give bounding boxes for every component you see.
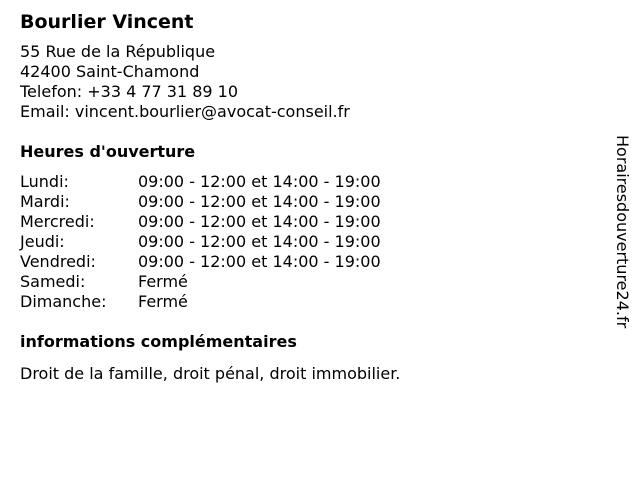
hours-row-sunday xyxy=(20,292,590,312)
hours-time: 09:00 - 12:00 et 14:00 - 19:00 xyxy=(138,232,381,251)
address-street: 55 Rue de la République xyxy=(20,42,216,61)
hours-row-saturday xyxy=(20,272,590,292)
hours-day: Jeudi: xyxy=(20,232,65,251)
hours-day: Lundi: xyxy=(20,172,69,191)
hours-time: 09:00 - 12:00 et 14:00 - 19:00 xyxy=(138,192,381,211)
hours-day: Mardi: xyxy=(20,192,70,211)
hours-day: Vendredi: xyxy=(20,252,96,271)
hours-day: Dimanche: xyxy=(20,292,107,311)
hours-row-thursday xyxy=(20,232,590,252)
hours-row-tuesday xyxy=(20,192,590,212)
hours-row-monday xyxy=(20,172,590,192)
watermark-text: Horairesdouverture24.fr xyxy=(613,135,632,329)
additional-info-text: Droit de la famille, droit pénal, droit immobilier. xyxy=(20,364,401,383)
hours-row-wednesday xyxy=(20,212,590,232)
hours-time: 09:00 - 12:00 et 14:00 - 19:00 xyxy=(138,252,381,271)
hours-time: Fermé xyxy=(138,272,188,291)
hours-day: Mercredi: xyxy=(20,212,95,231)
additional-info-title: informations complémentaires xyxy=(20,332,297,351)
opening-hours-title: Heures d'ouverture xyxy=(20,142,196,161)
hours-time: Fermé xyxy=(138,292,188,311)
hours-row-friday xyxy=(20,252,590,272)
hours-day: Samedi: xyxy=(20,272,86,291)
hours-time: 09:00 - 12:00 et 14:00 - 19:00 xyxy=(138,212,381,231)
business-card xyxy=(20,10,590,384)
opening-hours-table xyxy=(20,172,590,312)
hours-time: 09:00 - 12:00 et 14:00 - 19:00 xyxy=(138,172,381,191)
email-address: Email: vincent.bourlier@avocat-conseil.fr xyxy=(20,102,350,121)
phone-number: Telefon: +33 4 77 31 89 10 xyxy=(20,82,239,101)
business-name: Bourlier Vincent xyxy=(20,11,194,33)
address-city: 42400 Saint-Chamond xyxy=(20,62,200,81)
